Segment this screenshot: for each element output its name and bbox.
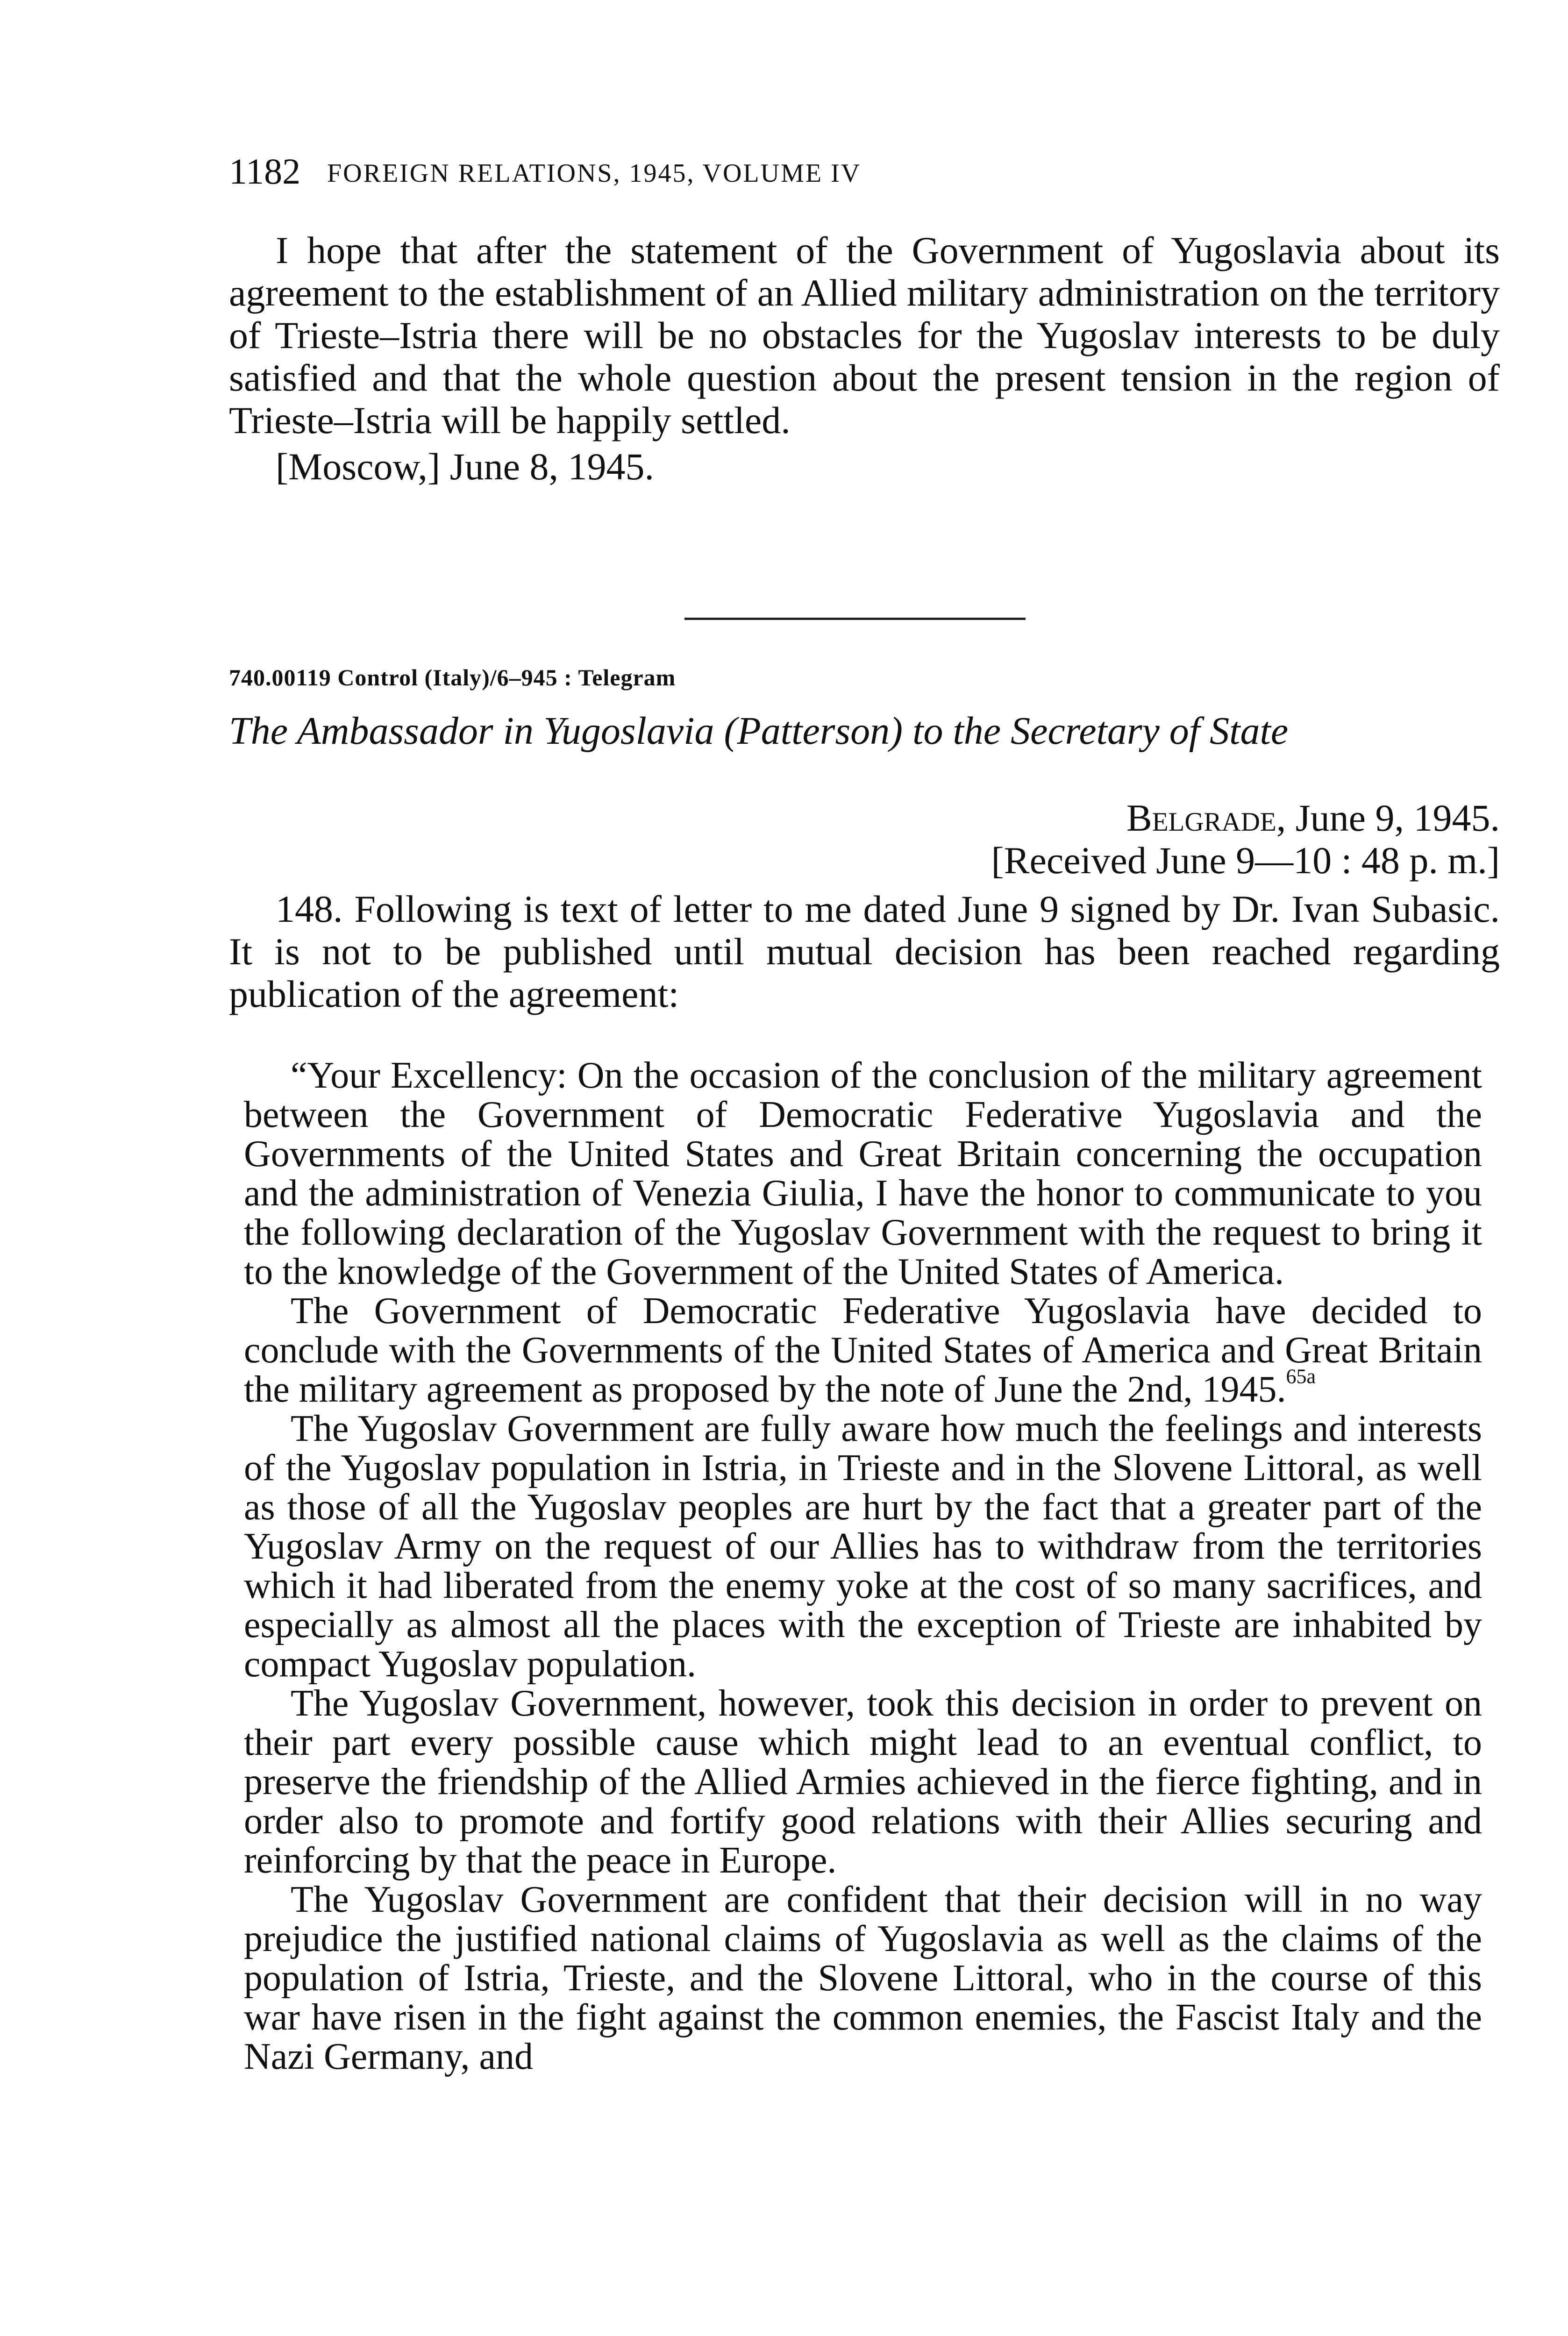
letter-paragraph-1: “Your Excellency: On the occasion of the conclusion of the military agreement between the Government of Democratic Federative Yugoslavia and the Governments of the United States and Great Britain concerning the occupation and the administration of Venezia Giulia, I have the honor to communicate to you the following declaration of the Yugoslav Government with the request to bring it to the knowledge of the Government of the United States of America. [244, 1055, 1482, 1292]
intro-section [229, 229, 1500, 488]
sent-date: , June 9, 1945. [1276, 797, 1500, 839]
intro-signoff: [Moscow,] June 8, 1945. [276, 445, 655, 488]
volume-title: FOREIGN RELATIONS, 1945, VOLUME IV [327, 159, 862, 188]
sent-line [991, 797, 1500, 839]
dateline [991, 797, 1500, 882]
letter-paragraph-4: The Yugoslav Government, however, took this decision in order to prevent on their part every possible cause which might lead to an eventual conflict, to preserve the friendship of the Allied Armies achieved in the fierce fighting, and in order also to promote and fortify good relations with their Allies securing and reinforcing by that the peace in Europe. [244, 1683, 1482, 1881]
footnote-reference: 65a [1286, 1365, 1316, 1388]
letter-paragraph-5: The Yugoslav Government are confident that their decision will in no way prejudice the justified national claims of Yugoslavia as well as the claims of the population of Istria, Trieste, and the Slovene Littoral, who in the course of this war have risen in the fight against the common enemies, the Fascist Italy and the Nazi Germany, and [244, 1879, 1482, 2077]
place-name: Belgrade [1126, 797, 1276, 839]
intro-paragraph: I hope that after the statement of the Government of Yugoslavia about its agreement to the establishment of an Allied military administration on the territory of Trieste–Istria there will be no obstacles for the Yugoslav interests to be duly satisfied and that the whole question about the present tension in the region of Trieste–Istria will be happily settled. [229, 229, 1500, 442]
letter-paragraph-2 [244, 1291, 1482, 1409]
quoted-letter [244, 1056, 1482, 2076]
page-number: 1182 [229, 151, 301, 192]
document-heading: The Ambassador in Yugoslavia (Patterson) to the Secretary of State [229, 709, 1289, 753]
section-divider [684, 618, 1026, 620]
running-header [229, 146, 1500, 197]
file-reference: 740.00119 Control (Italy)/6–945 : Telegram [229, 664, 676, 691]
received-line: [Received June 9—10 : 48 p. m.] [991, 839, 1500, 882]
letter-paragraph-3: The Yugoslav Government are fully aware how much the feelings and interests of the Yugoslav population in Istria, in Trieste and in the Slovene Littoral, as well as those of all the Yugoslav peoples are hurt by the fact that a greater part of the Yugoslav Army on the request of our Allies has to withdraw from the territories which it had liberated from the enemy yoke at the cost of so many sacrifices, and especially as almost all the places with the exception of Trieste are inhabited by compact Yugoslav population. [244, 1408, 1482, 1685]
telegram-message [229, 888, 1500, 1015]
message-paragraph: 148. Following is text of letter to me dated June 9 signed by Dr. Ivan Subasic. It is not to be published until mutual decision has been reached regarding publication of the agreement: [229, 888, 1500, 1015]
letter-paragraph-2-text: The Government of Democratic Federative Yugoslavia have decided to conclude with the Governments of the United States of America and Great Britain the military agreement as proposed by the note of June the 2nd, 1945. [244, 1290, 1482, 1410]
